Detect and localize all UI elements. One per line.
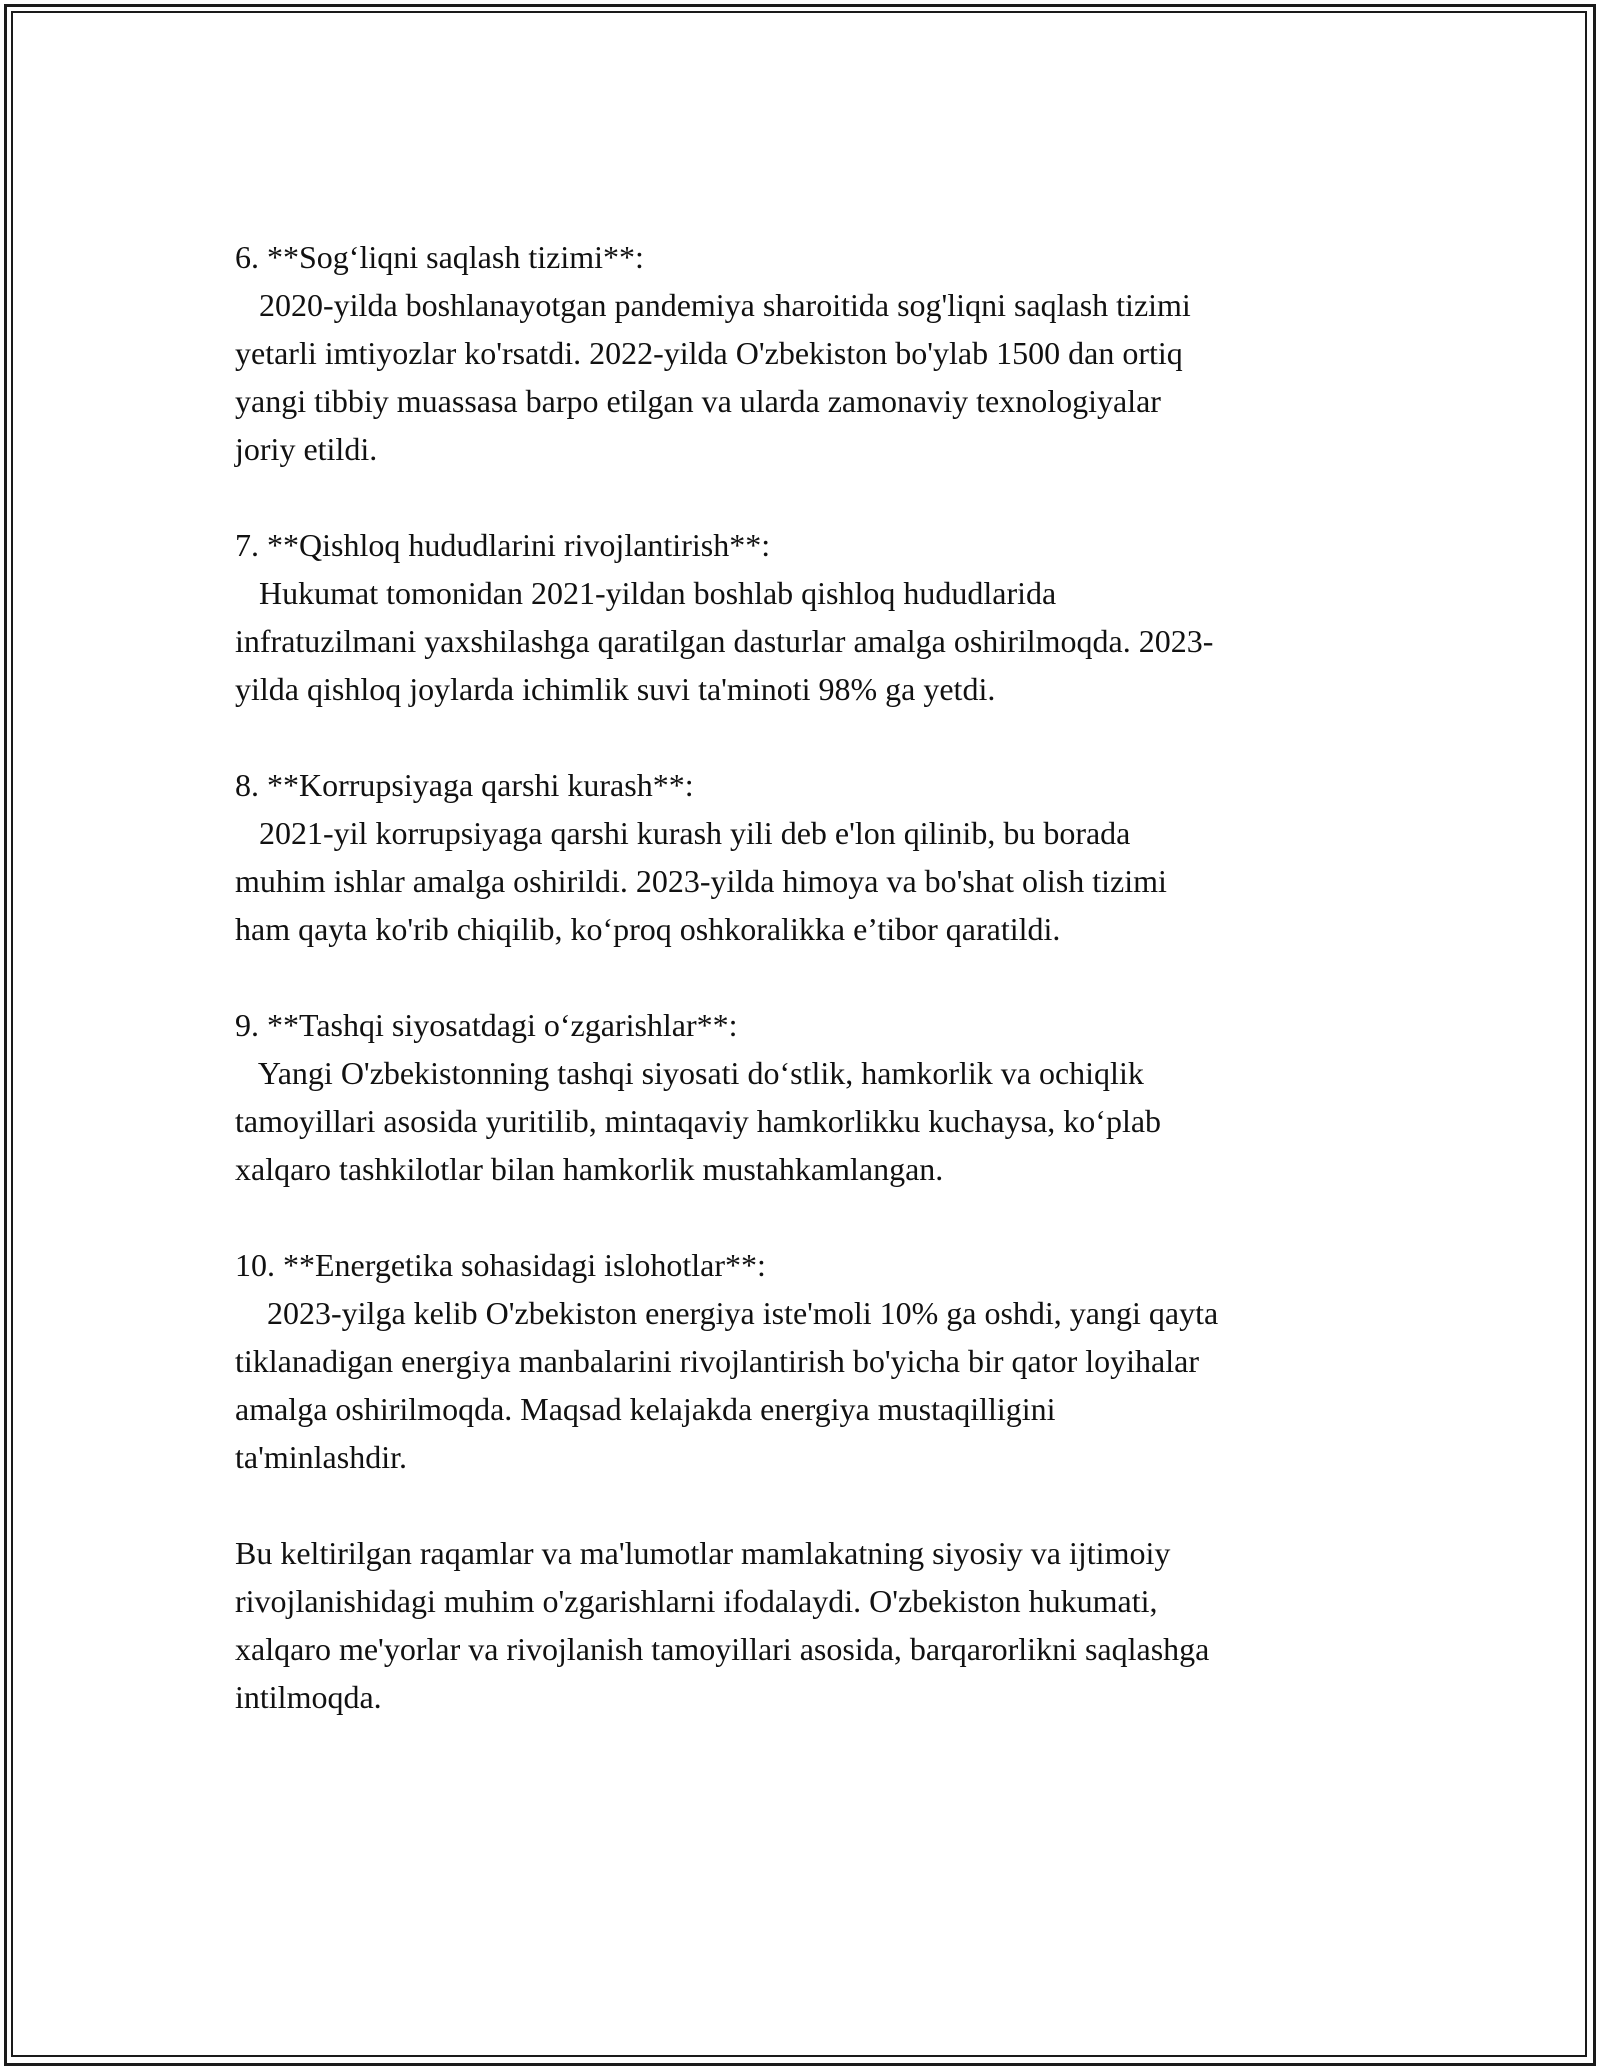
section-line: Yangi O'zbekistonning tashqi siyosati do‘stlik, hamkorlik va ochiqlik: [235, 1055, 1144, 1091]
section-line: 2020-yilda boshlanayotgan pandemiya sharoitida sog'liqni saqlash tizimi: [235, 287, 1191, 323]
section-line: yilda qishloq joylarda ichimlik suvi ta'minoti 98% ga yetdi.: [235, 671, 996, 707]
section-spacer: [235, 1193, 1385, 1241]
document-body: [235, 233, 1385, 1721]
closing-paragraph: [235, 1529, 1385, 1721]
section-line: Hukumat tomonidan 2021-yildan boshlab qishloq hududlarida: [235, 575, 1057, 611]
section-line: joriy etildi.: [235, 431, 378, 467]
closing-line: rivojlanishidagi muhim o'zgarishlarni ifodalaydi. O'zbekiston hukumati,: [235, 1583, 1158, 1619]
section-line: infratuzilmani yaxshilashga qaratilgan dasturlar amalga oshirilmoqda. 2023-: [235, 623, 1214, 659]
section-heading: 10. **Energetika sohasidagi islohotlar**:: [235, 1247, 766, 1283]
section-line: yetarli imtiyozlar ko'rsatdi. 2022-yilda O'zbekiston bo'ylab 1500 dan ortiq: [235, 335, 1183, 371]
closing-line: xalqaro me'yorlar va rivojlanish tamoyillari asosida, barqarorlikni saqlashga: [235, 1631, 1210, 1667]
section-spacer: [235, 953, 1385, 1001]
section-heading: 6. **Sog‘liqni saqlash tizimi**:: [235, 239, 644, 275]
section-line: ham qayta ko'rib chiqilib, ko‘proq oshkoralikka e’tibor qaratildi.: [235, 911, 1061, 947]
section-heading: 7. **Qishloq hududlarini rivojlantirish**:: [235, 527, 771, 563]
section-line: tamoyillari asosida yuritilib, mintaqaviy hamkorlikku kuchaysa, ko‘plab: [235, 1103, 1162, 1139]
section-rural: [235, 521, 1385, 713]
section-line: tiklanadigan energiya manbalarini rivojlantirish bo'yicha bir qator loyihalar: [235, 1343, 1199, 1379]
section-health: [235, 233, 1385, 473]
section-line: yangi tibbiy muassasa barpo etilgan va ularda zamonaviy texnologiyalar: [235, 383, 1161, 419]
section-line: ta'minlashdir.: [235, 1439, 407, 1475]
closing-line: intilmoqda.: [235, 1679, 382, 1715]
section-spacer: [235, 1481, 1385, 1529]
section-energy: [235, 1241, 1385, 1481]
section-anticorruption: [235, 761, 1385, 953]
section-heading: 8. **Korrupsiyaga qarshi kurash**:: [235, 767, 694, 803]
section-line: amalga oshirilmoqda. Maqsad kelajakda energiya mustaqilligini: [235, 1391, 1056, 1427]
section-line: 2023-yilga kelib O'zbekiston energiya iste'moli 10% ga oshdi, yangi qayta: [235, 1295, 1219, 1331]
section-line: 2021-yil korrupsiyaga qarshi kurash yili deb e'lon qilinib, bu borada: [235, 815, 1131, 851]
section-foreign-policy: [235, 1001, 1385, 1193]
section-spacer: [235, 473, 1385, 521]
closing-line: Bu keltirilgan raqamlar va ma'lumotlar mamlakatning siyosiy va ijtimoiy: [235, 1535, 1171, 1571]
section-spacer: [235, 713, 1385, 761]
section-heading: 9. **Tashqi siyosatdagi o‘zgarishlar**:: [235, 1007, 738, 1043]
section-line: muhim ishlar amalga oshirildi. 2023-yilda himoya va bo'shat olish tizimi: [235, 863, 1167, 899]
section-line: xalqaro tashkilotlar bilan hamkorlik mustahkamlangan.: [235, 1151, 944, 1187]
